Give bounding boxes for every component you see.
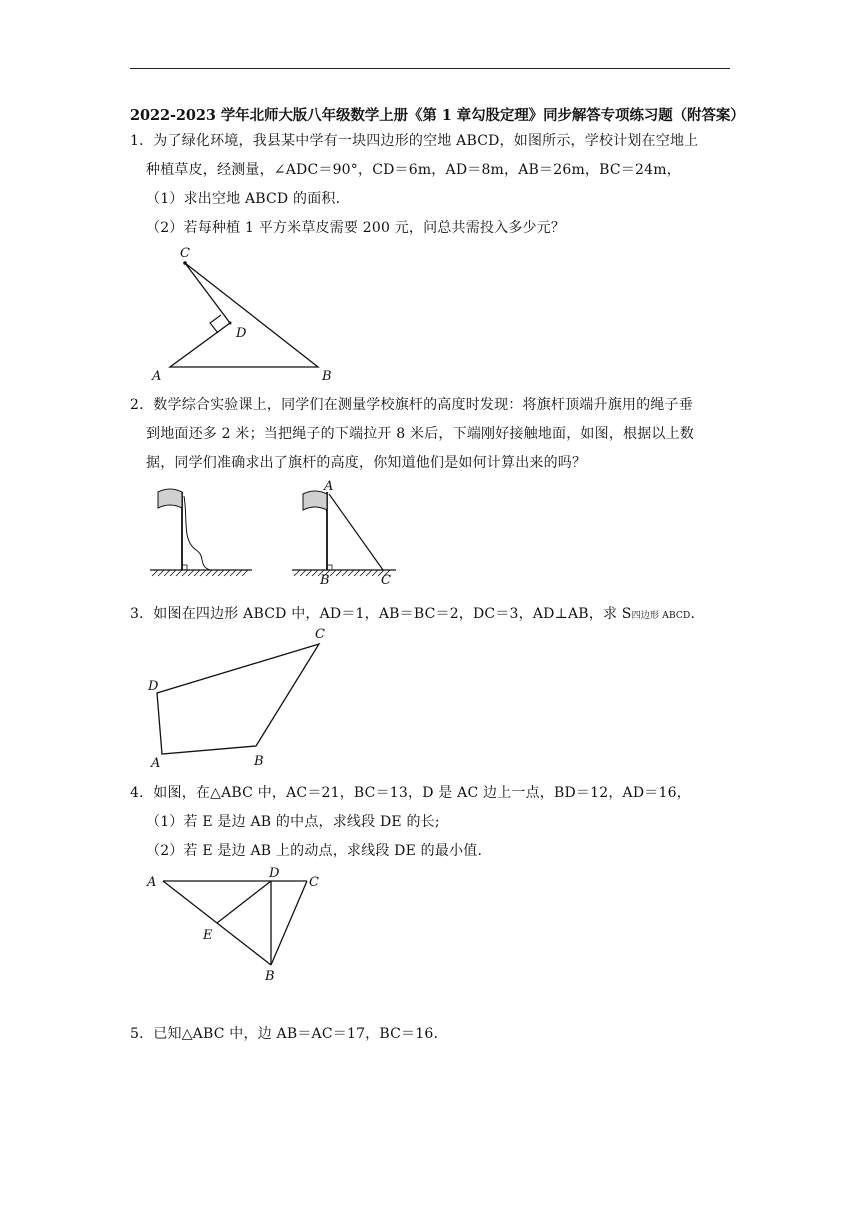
q1-line-1: 1．为了绿化环境，我县某中学有一块四边形的空地 ABCD，如图所示，学校计划在空地上 xyxy=(130,133,699,149)
q4-line-1: 4．如图，在△ABC 中，AC＝21，BC＝13，D 是 AC 边上一点，BD＝12，AD＝16， xyxy=(130,785,691,801)
q1-label-c: C xyxy=(180,246,190,261)
q1-label-a: A xyxy=(152,369,162,384)
q3-text: 3．如图在四边形 ABCD 中，AD＝1，AB＝BC＝2，DC＝3，AD⊥AB，求 S xyxy=(130,606,632,622)
q2-label-a: A xyxy=(324,479,334,494)
q2-line-2: 到地面还多 2 米；当把绳子的下端拉开 8 米后，下端刚好接触地面，如图，根据以上数 xyxy=(146,426,695,442)
q3-label-d: D xyxy=(148,679,159,694)
q2-line-3: 据，同学们准确求出了旗杆的高度，你知道他们是如何计算出来的吗？ xyxy=(146,455,587,471)
document-title: 2022-2023 学年北师大版八年级数学上册《第 1 章勾股定理》同步解答专项练习题（附答案） xyxy=(130,107,745,124)
q2-label-c: C xyxy=(381,573,391,588)
q3-label-c: C xyxy=(315,627,325,642)
q3-subscript: 四边形 ABCD xyxy=(631,611,691,621)
q4-subquestion-2: （2）若 E 是边 AB 上的动点，求线段 DE 的最小值. xyxy=(146,843,483,859)
q5-line-1: 5．已知△ABC 中，边 AB＝AC＝17，BC＝16. xyxy=(130,1026,439,1042)
q4-subquestion-1: （1）若 E 是边 AB 的中点，求线段 DE 的长; xyxy=(146,814,440,830)
q2-label-b: B xyxy=(320,573,330,588)
q1-subquestion-2: （2）若每种植 1 平方米草皮需要 200 元，问总共需投入多少元？ xyxy=(146,220,566,236)
q3-text-end: . xyxy=(690,606,696,622)
q1-label-d: D xyxy=(236,326,247,341)
q3-label-b: B xyxy=(254,754,264,769)
q4-label-e: E xyxy=(203,928,213,943)
q1-line-2: 种植草皮，经测量，∠ADC＝90°，CD＝6m，AD＝8m，AB＝26m，BC＝24m， xyxy=(146,162,681,178)
q3-label-a: A xyxy=(151,756,161,771)
q4-label-b: B xyxy=(265,969,275,984)
q4-label-d: D xyxy=(269,866,280,881)
q1-label-b: B xyxy=(322,369,332,384)
q4-label-a: A xyxy=(147,875,157,890)
q4-label-c: C xyxy=(309,875,319,890)
q1-subquestion-1: （1）求出空地 ABCD 的面积. xyxy=(146,191,341,207)
q2-line-1: 2．数学综合实验课上，同学们在测量学校旗杆的高度时发现：将旗杆顶端升旗用的绳子垂 xyxy=(130,397,693,413)
